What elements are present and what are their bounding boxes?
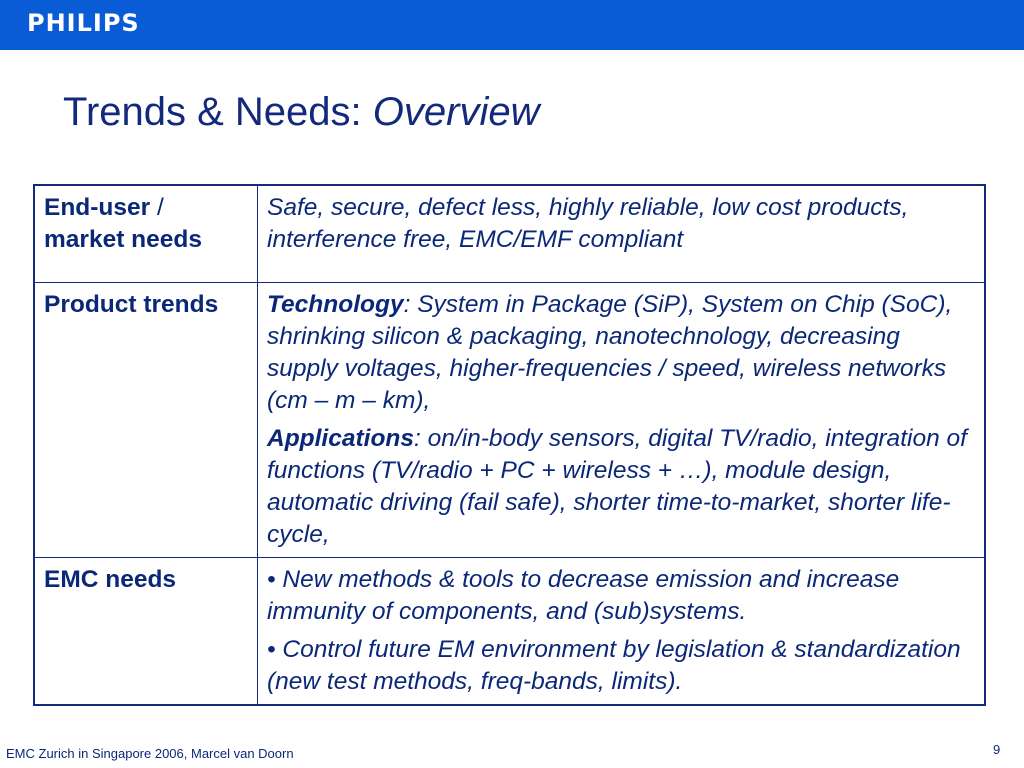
label-line2: market needs [44,226,202,253]
bullet-item: • Control future EM environment by legislation & standardization (new test methods, freq-bands, limits). [267,636,961,695]
table-row-emc-needs [34,558,985,706]
row-content [258,283,986,558]
footer-text: EMC Zurich in Singapore 2006, Marcel van Doorn [6,746,294,761]
overview-table [33,184,986,706]
table-row-product-trends [34,283,985,558]
row-label [34,185,258,283]
applications-lead: Applications [267,425,415,452]
technology-text: : System in Package (SiP), System on Chip (SoC), shrinking silicon & packaging, nanotechnology, decreasing supply voltages, higher-frequencies / speed, wireless networks (cm – m – km), [267,291,953,414]
title-main: Trends & Needs: [63,90,373,134]
applications-paragraph [267,423,972,551]
label-slash: / [150,194,164,221]
technology-lead: Technology [267,291,404,318]
philips-logo: PHILIPS [27,9,140,37]
table-row-end-user [34,185,985,283]
header-bar [0,0,1024,50]
page-title [63,90,539,135]
bullet-item: • New methods & tools to decrease emission and increase immunity of components, and (sub)systems. [267,566,900,625]
label-bold: End-user [44,194,151,221]
row-label: Product trends [34,283,258,558]
row-content: Safe, secure, defect less, highly reliable, low cost products, interference free, EMC/EMF compliant [258,185,986,283]
title-emphasis: Overview [372,90,540,134]
page-number: 9 [993,742,1001,757]
technology-paragraph [267,289,972,417]
applications-text: : on/in-body sensors, digital TV/radio, integration of functions (TV/radio + PC + wireless + …), module design, automatic driving (fail safe), shorter time-to-market, shorter life-cycle, [267,425,967,548]
row-label: EMC needs [34,558,258,706]
row-content [258,558,986,706]
